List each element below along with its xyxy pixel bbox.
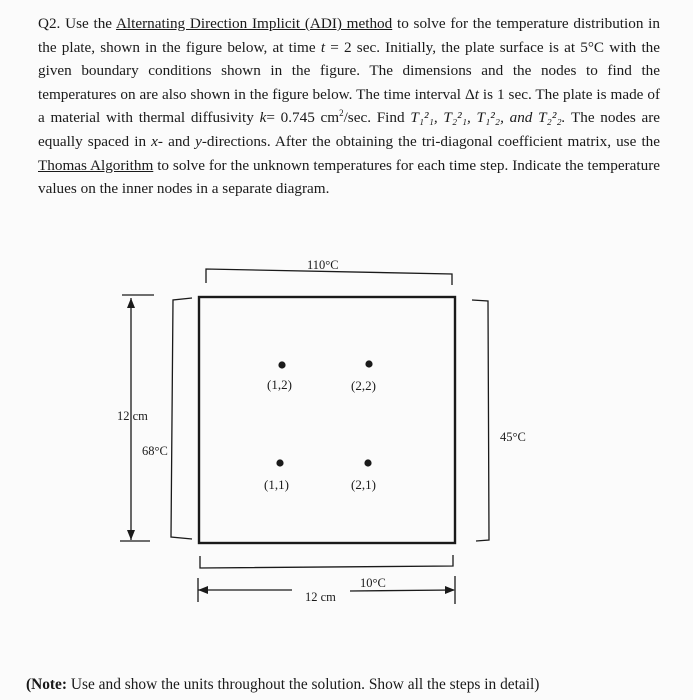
- node-1-1-label: (1,1): [264, 477, 289, 492]
- question-number: Q2.: [38, 15, 61, 32]
- node-2-2-dot: [365, 360, 372, 367]
- width-dim-label: 12 cm: [305, 590, 336, 604]
- left-bracket: [171, 298, 192, 539]
- node-2-2-label: (2,2): [351, 378, 376, 393]
- bottom-bracket: [200, 555, 453, 568]
- thomas-algorithm: Thomas Algorithm: [38, 156, 154, 174]
- plate-boundary: [199, 297, 455, 543]
- node-1-1-dot: [276, 459, 283, 466]
- right-bc-label: 45°C: [500, 430, 526, 444]
- node-1-2-label: (1,2): [267, 377, 292, 392]
- node-2-1-label: (2,1): [351, 477, 376, 492]
- question-text: Q2. Use the Alternating Direction Implicit (ADI) method to solve for the temperature distribution in the plate, shown in the figure below, at time t = 2 sec. Initially, the plate surface is at 5°C with the given boundary conditions shown in the figure. The dimensions and the nodes to find the temperatures on are also shown in the figure below. The time interval Δt is 1 sec. The plate is made of a material with thermal diffusivity k= 0.745 $cm^2/\sec$. Find T₁²₁, T₂²₁, T₁²₂, and T₂²₂. The nodes are equally spaced in x- and y-directions. After the obtaining the tri-diagonal coefficient matrix, use the Thomas Algorithm to solve for the unknown temperatures for each time step. Indicate the temperature values on the inner nodes in a separate diagram.: [38, 15, 661, 198]
- method-name: Alternating Direction Implicit (ADI) method: [115, 15, 393, 32]
- find-variables: T₁²₁, T₂²₁, T₁²₂, and T₂²₂.: [410, 109, 566, 127]
- bottom-bc-label: 10°C: [360, 576, 386, 590]
- node-1-2-dot: [278, 361, 285, 368]
- left-bc-label: 68°C: [142, 444, 168, 458]
- note-text: (Note: Use and show the units throughout the solution. Show all the steps in detail): [26, 676, 540, 693]
- top-bc-label: 110°C: [307, 258, 339, 272]
- node-2-1-dot: [364, 459, 371, 466]
- right-bracket: [472, 300, 489, 541]
- height-dim-label: 12 cm: [117, 409, 148, 423]
